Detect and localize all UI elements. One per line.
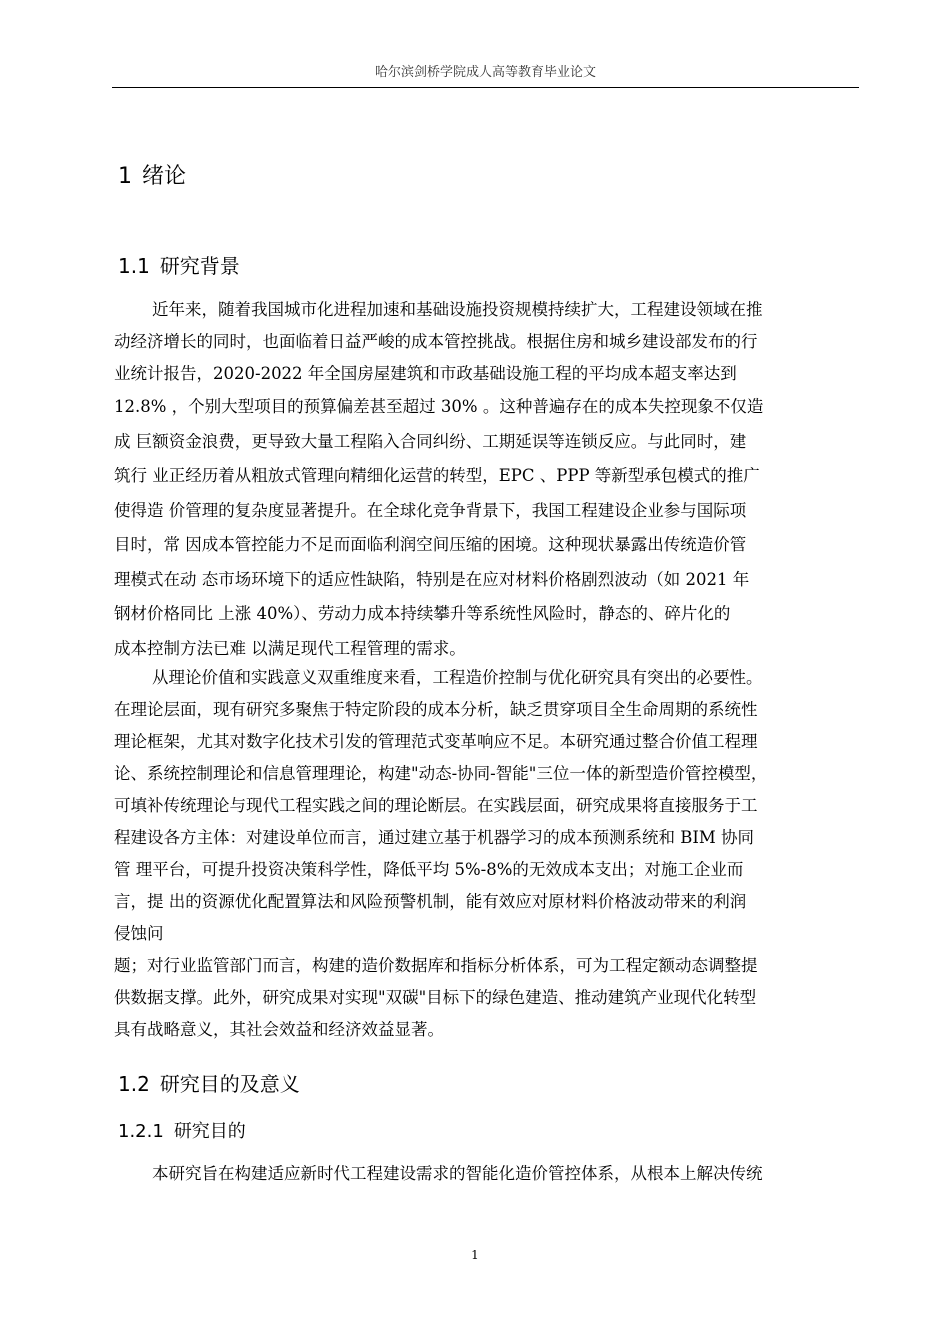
text-line: 动经济增长的同时，也面临着日益严峻的成本管控挑战。根据住房和城乡建设部发布的行: [114, 332, 758, 351]
chapter-heading: [118, 162, 186, 192]
text-line: 近年来，随着我国城市化进程加速和基础设施投资规模持续扩大，工程建设领域在推: [152, 300, 763, 319]
text-line: 具有战略意义，其社会效益和经济效益显著。: [114, 1020, 444, 1039]
text-line: 业统计报告，2020-2022 年全国房屋建筑和市政基础设施工程的平均成本超支率达到: [114, 364, 737, 383]
section-number: 1.2: [118, 1072, 150, 1096]
page-number: 1: [471, 1248, 479, 1262]
text-line: 目时，常 因成本管控能力不足而面临利润空间压缩的困境。这种现状暴露出传统造价管: [114, 535, 747, 554]
text-line: 钢材价格同比 上涨 40%）、劳动力成本持续攀升等系统性风险时，静态的、碎片化的: [114, 604, 731, 623]
section-title: 研究目的及意义: [159, 1072, 300, 1096]
text-line: 本研究旨在构建适应新时代工程建设需求的智能化造价管控体系，从根本上解决传统: [152, 1164, 763, 1183]
text-line: 从理论价值和实践意义双重维度来看，工程造价控制与优化研究具有突出的必要性。: [152, 668, 763, 687]
text-line: 成本控制方法已难 以满足现代工程管理的需求。: [114, 638, 466, 658]
subsection-number: 1.2.1: [118, 1121, 164, 1142]
purpose-paragraph-1: [114, 1158, 859, 1190]
text-line: 供数据支撑。此外，研究成果对实现"双碳"目标下的绿色建造、推动建筑产业现代化转型: [114, 988, 757, 1007]
subsection-heading-1-2-1: [118, 1119, 246, 1145]
text-line: 筑行 业正经历着从粗放式管理向精细化运营的转型，EPC 、PPP 等新型承包模式的推广: [114, 466, 760, 485]
text-line: 理模式在动 态市场环境下的适应性缺陷，特别是在应对材料价格剧烈波动（如 2021 年: [114, 569, 750, 589]
text-line: 程建设各方主体：对建设单位而言，通过建立基于机器学习的成本预测系统和 BIM 协同: [114, 828, 755, 847]
page-header: 哈尔滨剑桥学院成人高等教育毕业论文: [374, 65, 596, 80]
chapter-title: 绪论: [142, 164, 187, 189]
subsection-title: 研究目的: [173, 1121, 246, 1142]
text-line: 成 巨额资金浪费，更导致大量工程陷入合同纠纷、工期延误等连锁反应。与此同时，建: [114, 431, 747, 451]
text-line: 12.8% ，个别大型项目的预算偏差甚至超过 30% 。这种普遍存在的成本失控现象不仅造: [114, 397, 764, 416]
section-heading-1-1: [118, 252, 240, 280]
background-paragraph-2: [114, 662, 859, 1046]
section-heading-1-2: [118, 1070, 300, 1098]
text-line: 理论框架，尤其对数字化技术引发的管理范式变革响应不足。本研究通过整合价值工程理: [114, 732, 758, 751]
text-line: 侵蚀问: [114, 924, 164, 943]
text-line: 在理论层面，现有研究多聚焦于特定阶段的成本分析，缺乏贯穿项目全生命周期的系统性: [114, 700, 758, 719]
header-rule: [112, 87, 859, 88]
background-paragraph-1: [114, 294, 859, 666]
section-title: 研究背景: [159, 254, 240, 278]
text-line: 题；对行业监管部门而言，构建的造价数据库和指标分析体系，可为工程定额动态调整提: [114, 956, 758, 975]
text-line: 可填补传统理论与现代工程实践之间的理论断层。在实践层面，研究成果将直接服务于工: [114, 796, 758, 815]
section-number: 1.1: [118, 254, 150, 278]
text-line: 管 理平台，可提升投资决策科学性，降低平均 5%-8%的无效成本支出；对施工企业而: [114, 860, 744, 879]
chapter-number: 1: [118, 164, 132, 189]
text-line: 使得造 价管理的复杂度显著提升。在全球化竞争背景下，我国工程建设企业参与国际项: [114, 500, 747, 520]
text-line: 论、系统控制理论和信息管理理论，构建"动态-协同-智能"三位一体的新型造价管控模型，: [114, 764, 768, 783]
text-line: 言，提 出的资源优化配置算法和风险预警机制，能有效应对原材料价格波动带来的利润: [114, 892, 747, 911]
